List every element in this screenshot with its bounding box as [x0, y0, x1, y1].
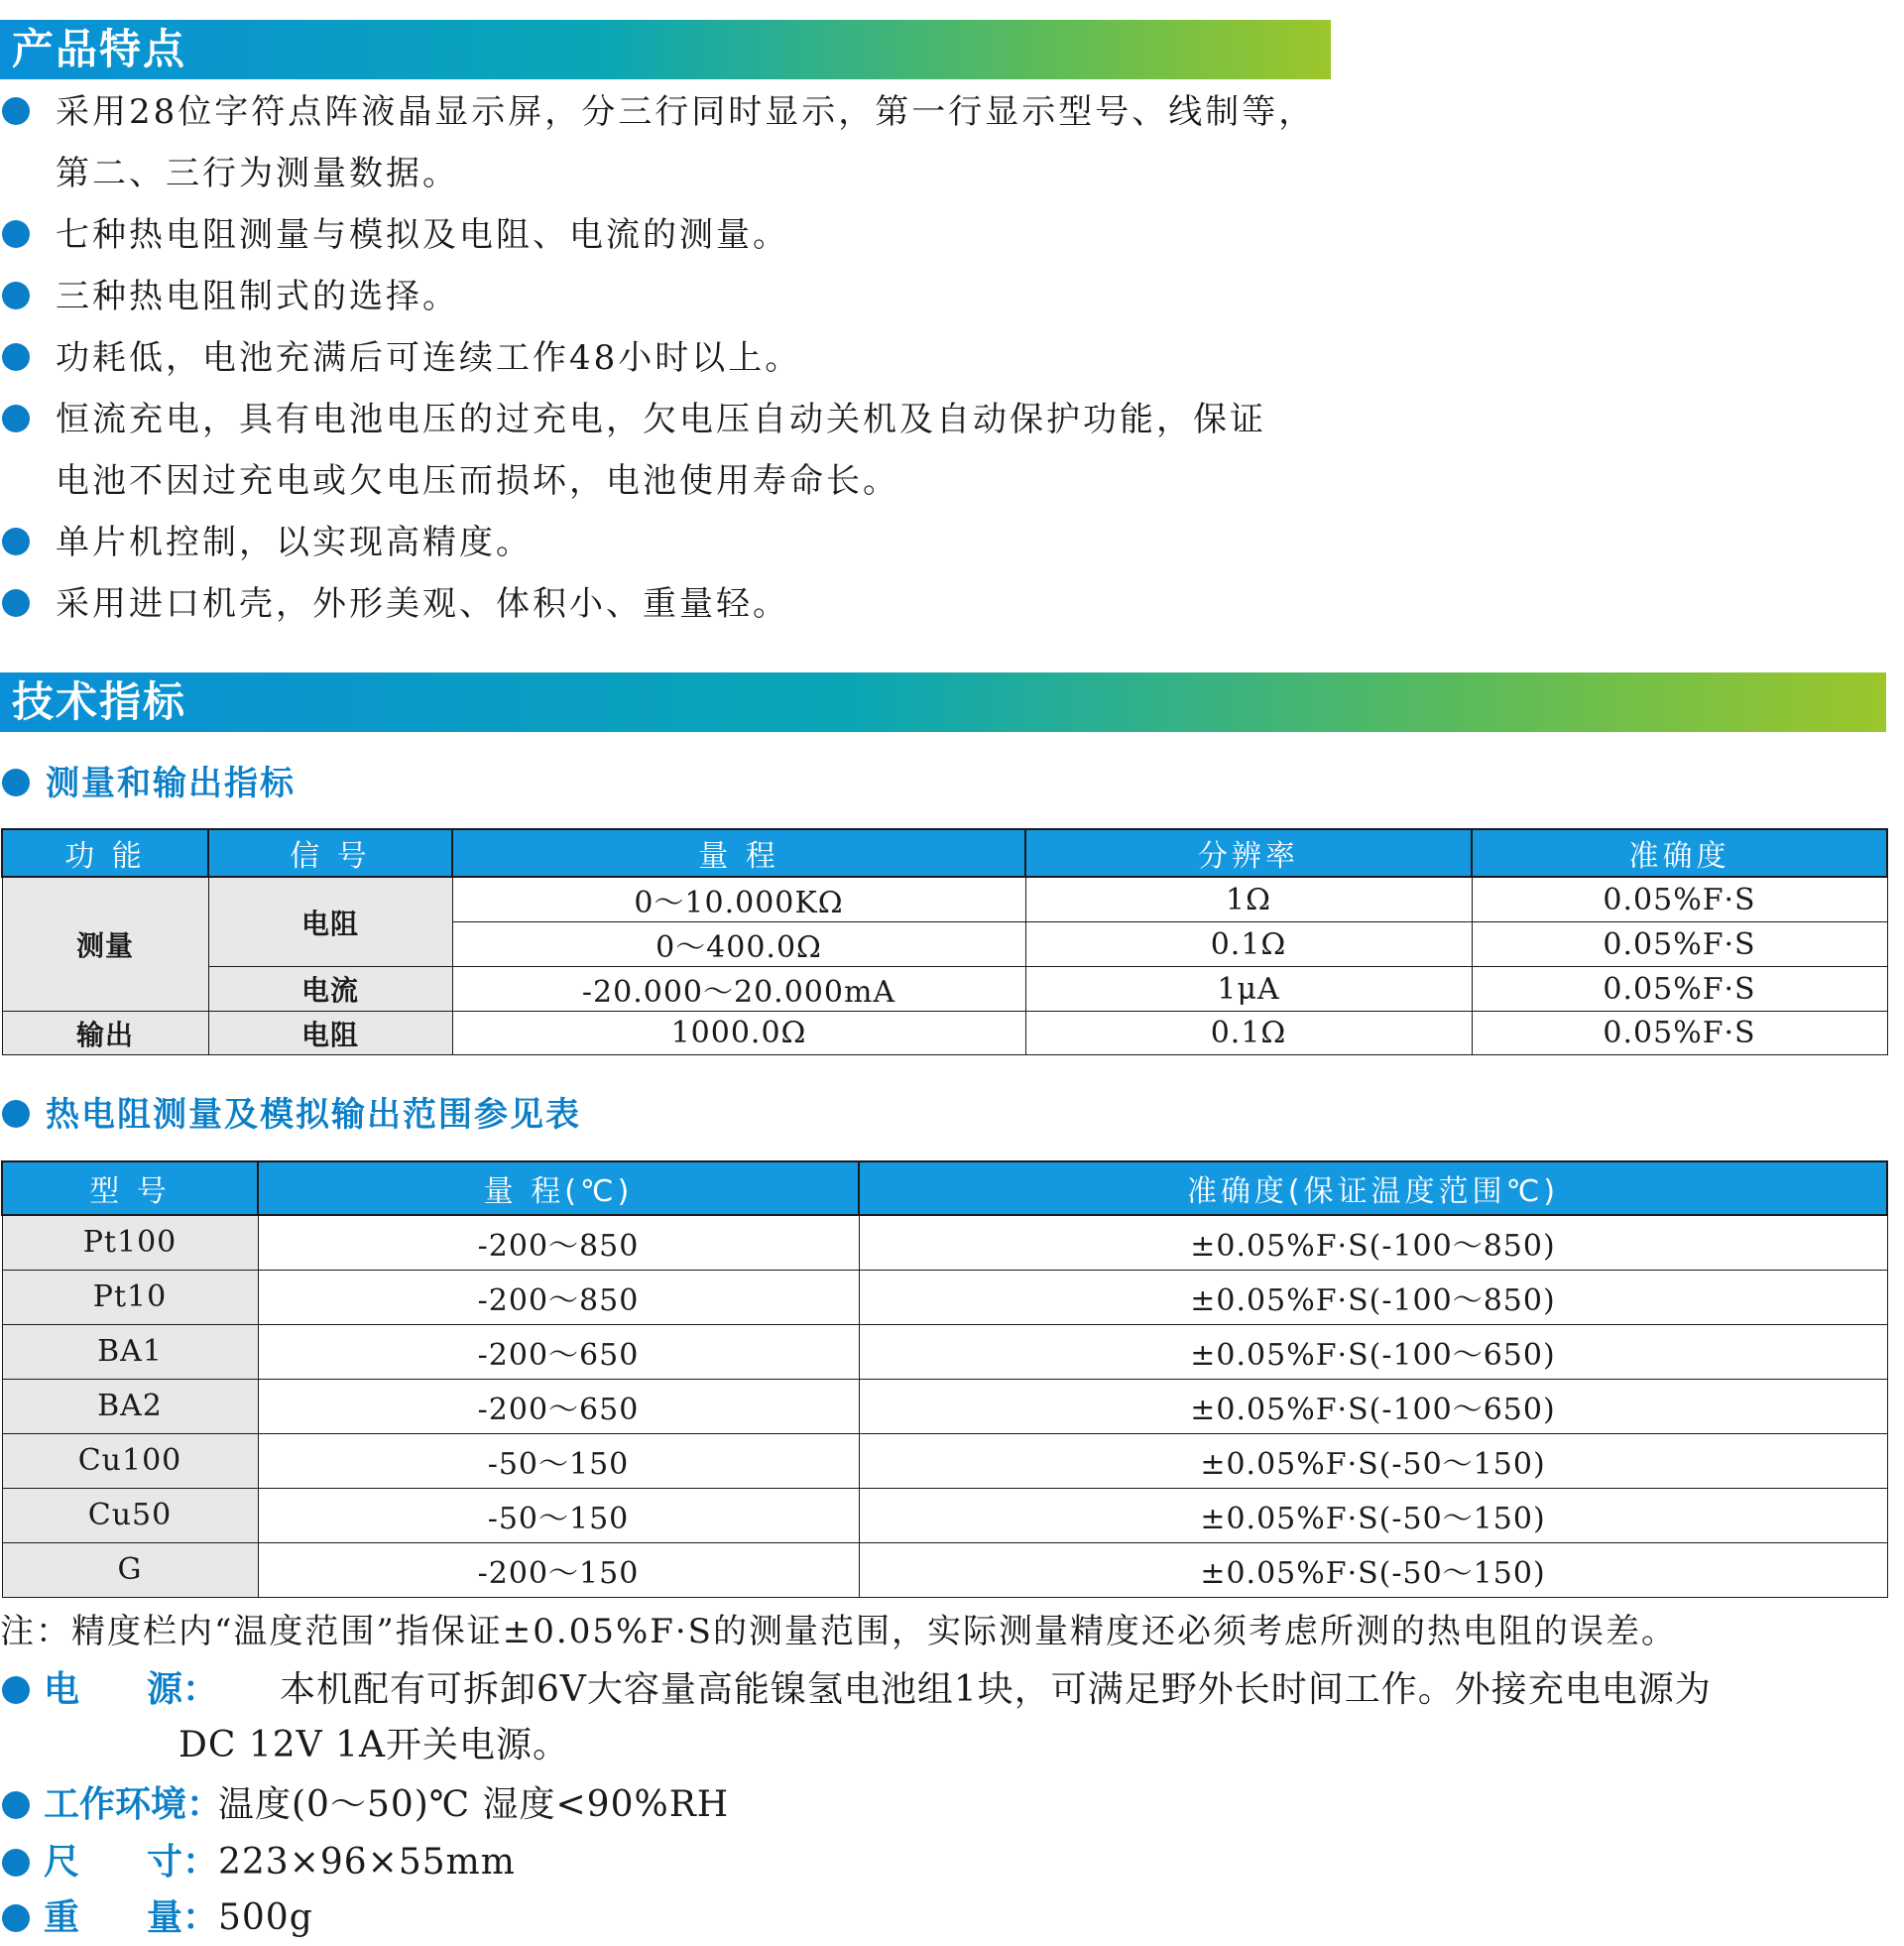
weight-label — [44, 1890, 218, 1946]
table-row — [2, 1324, 1887, 1379]
model-cell: BA2 — [2, 1379, 258, 1433]
accuracy-cell: ±0.05%F·S(-100～650) — [859, 1324, 1887, 1379]
bullet-icon — [2, 220, 30, 248]
weight-value: 500g — [218, 1897, 313, 1938]
model-cell: Cu100 — [2, 1433, 258, 1488]
accuracy-cell: 0.05%F·S — [1472, 922, 1887, 967]
range-cell: -200～850 — [258, 1270, 859, 1324]
bullet-icon — [2, 769, 30, 796]
feature-line: 采用进口机壳，外形美观、体积小、重量轻。 — [56, 584, 789, 624]
table-row — [2, 1542, 1887, 1597]
accuracy-cell: 0.05%F·S — [1472, 877, 1887, 922]
feature-item-5 — [0, 389, 1349, 512]
weight-label-a: 重 — [44, 1897, 80, 1938]
feature-item-1 — [0, 81, 1349, 204]
range-cell: -200～650 — [258, 1324, 859, 1379]
spec-weight — [0, 1890, 1884, 1944]
bullet-icon — [2, 1676, 30, 1704]
signal-output-cell: 电阻 — [208, 1012, 452, 1055]
range-cell: -200～650 — [258, 1379, 859, 1433]
col-header-resolution: 分辨率 — [1025, 829, 1472, 877]
accuracy-note: 注：精度栏内“温度范围”指保证±0.05%F·S的测量范围，实际测量精度还必须考虑所测的热电阻的误差。 — [0, 1612, 1677, 1651]
rtd-range-table — [1, 1160, 1888, 1598]
range-cell: -200～150 — [258, 1542, 859, 1597]
feature-item-2 — [0, 204, 1349, 266]
function-measure-cell: 测量 — [2, 877, 208, 1012]
tech-title: 技术指标 — [12, 677, 187, 726]
size-label — [44, 1835, 218, 1890]
spec-environment — [0, 1777, 1884, 1833]
table1-heading-text: 测量和输出指标 — [46, 764, 296, 803]
resolution-cell: 1Ω — [1025, 877, 1472, 922]
col-header-accuracy: 准确度(保证温度范围℃) — [859, 1161, 1887, 1215]
bullet-icon — [2, 1849, 30, 1877]
accuracy-cell: ±0.05%F·S(-100～650) — [859, 1379, 1887, 1433]
model-cell: BA1 — [2, 1324, 258, 1379]
feature-line: 第二、三行为测量数据。 — [56, 154, 459, 193]
range-cell: 0～400.0Ω — [452, 922, 1025, 967]
feature-line: 三种热电阻制式的选择。 — [56, 277, 459, 316]
power-line-2: DC 12V 1A开关电源。 — [178, 1725, 570, 1765]
bullet-icon — [2, 589, 30, 617]
table-row — [2, 1379, 1887, 1433]
model-cell: G — [2, 1542, 258, 1597]
features-title: 产品特点 — [12, 25, 187, 73]
power-label — [44, 1662, 218, 1718]
resolution-cell: 0.1Ω — [1025, 1012, 1472, 1055]
power-label-b: 源： — [147, 1669, 219, 1710]
table-row — [2, 1270, 1887, 1324]
accuracy-cell: ±0.05%F·S(-100～850) — [859, 1215, 1887, 1270]
col-header-range: 量 程 — [452, 829, 1025, 877]
feature-line: 单片机控制，以实现高精度。 — [56, 523, 533, 562]
spec-size — [0, 1835, 1884, 1890]
feature-item-6 — [0, 512, 1349, 573]
feature-line: 电池不因过充电或欠电压而损坏，电池使用寿命长。 — [56, 461, 899, 501]
accuracy-cell: ±0.05%F·S(-50～150) — [859, 1542, 1887, 1597]
bullet-icon — [2, 1100, 30, 1128]
power-label-a: 电 — [44, 1669, 80, 1710]
bullet-icon — [2, 1904, 30, 1932]
size-value: 223×96×55mm — [218, 1842, 516, 1883]
accuracy-cell: ±0.05%F·S(-50～150) — [859, 1433, 1887, 1488]
resolution-cell: 1μA — [1025, 967, 1472, 1012]
feature-item-3 — [0, 266, 1349, 327]
table2-heading — [0, 1091, 581, 1139]
accuracy-cell: 0.05%F·S — [1472, 1012, 1887, 1055]
size-label-a: 尺 — [44, 1842, 80, 1883]
model-cell: Pt10 — [2, 1270, 258, 1324]
feature-line: 采用28位字符点阵液晶显示屏，分三行同时显示，第一行显示型号、线制等， — [56, 92, 1316, 132]
accuracy-cell: 0.05%F·S — [1472, 967, 1887, 1012]
feature-line: 恒流充电，具有电池电压的过充电，欠电压自动关机及自动保护功能，保证 — [56, 400, 1266, 439]
tech-banner — [0, 672, 1886, 732]
col-header-accuracy: 准确度 — [1472, 829, 1887, 877]
col-header-signal: 信 号 — [208, 829, 452, 877]
bullet-icon — [2, 97, 30, 125]
model-cell: Cu50 — [2, 1488, 258, 1542]
table1-heading — [0, 760, 296, 807]
weight-label-b: 量： — [147, 1897, 219, 1938]
table-row — [2, 1433, 1887, 1488]
function-output-cell: 输出 — [2, 1012, 208, 1055]
resolution-cell: 0.1Ω — [1025, 922, 1472, 967]
range-cell: 0～10.000KΩ — [452, 877, 1025, 922]
bullet-icon — [2, 343, 30, 371]
environment-label: 工作环境： — [44, 1784, 223, 1825]
accuracy-cell: ±0.05%F·S(-50～150) — [859, 1488, 1887, 1542]
accuracy-cell: ±0.05%F·S(-100～850) — [859, 1270, 1887, 1324]
features-banner — [0, 20, 1331, 79]
feature-line: 七种热电阻测量与模拟及电阻、电流的测量。 — [56, 215, 789, 255]
feature-item-4 — [0, 327, 1349, 389]
table-row — [2, 1215, 1887, 1270]
spec-power — [0, 1662, 1884, 1773]
range-cell: -20.000～20.000mA — [452, 967, 1025, 1012]
bullet-icon — [2, 405, 30, 432]
col-header-function: 功 能 — [2, 829, 208, 877]
col-header-range: 量 程(℃) — [258, 1161, 859, 1215]
range-cell: -50～150 — [258, 1488, 859, 1542]
range-cell: 1000.0Ω — [452, 1012, 1025, 1055]
col-header-model: 型 号 — [2, 1161, 258, 1215]
environment-value: 温度(0～50)℃ 湿度<90%RH — [218, 1784, 730, 1825]
model-cell: Pt100 — [2, 1215, 258, 1270]
bullet-icon — [2, 282, 30, 309]
measure-output-table — [1, 828, 1888, 1055]
signal-current-cell: 电流 — [208, 967, 452, 1012]
signal-resistance-cell: 电阻 — [208, 877, 452, 967]
range-cell: -200～850 — [258, 1215, 859, 1270]
power-line-1: 本机配有可拆卸6V大容量高能镍氢电池组1块，可满足野外长时间工作。外接充电电源为 — [280, 1669, 1712, 1710]
bullet-icon — [2, 1791, 30, 1819]
bullet-icon — [2, 528, 30, 555]
table2-heading-text: 热电阻测量及模拟输出范围参见表 — [46, 1095, 581, 1135]
range-cell: -50～150 — [258, 1433, 859, 1488]
feature-item-7 — [0, 573, 1349, 635]
size-label-b: 寸： — [147, 1842, 219, 1883]
feature-line: 功耗低，电池充满后可连续工作48小时以上。 — [56, 338, 802, 378]
table-row — [2, 1488, 1887, 1542]
